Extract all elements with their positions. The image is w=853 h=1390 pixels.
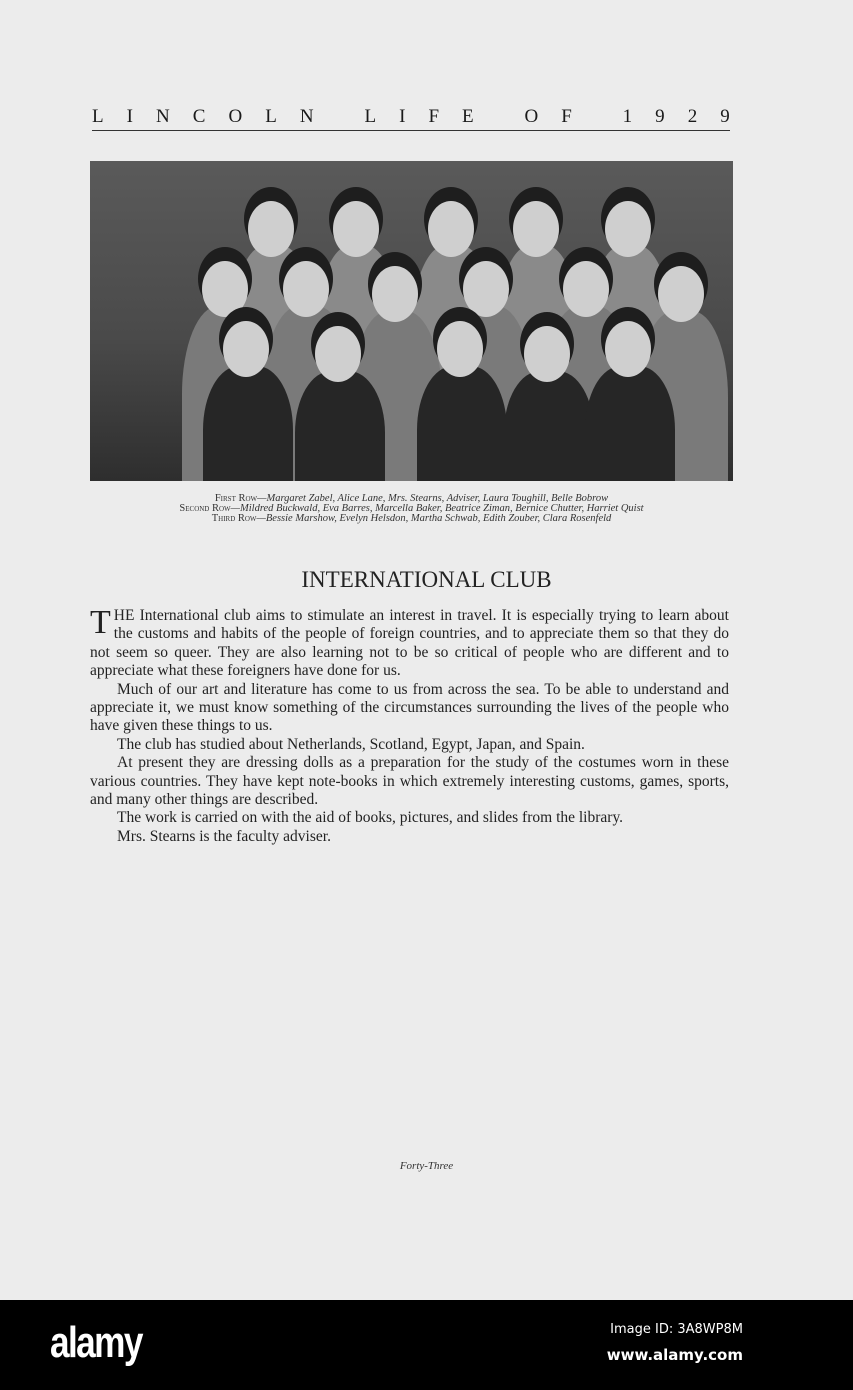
header-letter: 2 — [687, 106, 698, 127]
row-label: Third Row — [211, 513, 257, 524]
person-face — [658, 266, 704, 322]
running-header — [92, 106, 730, 131]
person-face — [605, 201, 651, 257]
person-face — [428, 201, 474, 257]
paragraph: At present they are dressing dolls as a preparation for the study of the costumes worn in these various countries. They have kept note-books in which extremely interesting customs, games, sports, and many other things are described. — [90, 754, 729, 809]
paragraph: The club has studied about Netherlands, Scotland, Egypt, Japan, and Spain. — [117, 735, 585, 753]
header-letter — [497, 106, 502, 128]
header-letter: I — [399, 106, 406, 127]
person-body — [203, 366, 293, 481]
paragraph-text: HE International club aims to stimulate an interest in travel. It is especially trying to learn about the customs and habits of the people of foreign countries, and to appreciate them so that they do not seem so queer. They are also learning not to be so critical of people who are different and to appreciate what these foreigners have done for us. — [90, 607, 729, 680]
person-face — [283, 261, 329, 317]
header-letter: N — [299, 106, 314, 127]
header-letter — [595, 106, 600, 128]
drop-cap: T — [90, 604, 111, 641]
person-face — [563, 261, 609, 317]
row-names: —Margaret Zabel, Alice Lane, Mrs. Stearns, Adviser, Laura Toughill, Belle Bobrow — [257, 493, 609, 504]
person-face — [524, 326, 570, 382]
watermark-bar — [0, 1300, 853, 1390]
person-face — [605, 321, 651, 377]
person-face — [333, 201, 379, 257]
paragraph: The work is carried on with the aid of books, pictures, and slides from the library. — [117, 809, 624, 827]
person-face — [315, 326, 361, 382]
person-face — [372, 266, 418, 322]
person-face — [513, 201, 559, 257]
person-body — [295, 371, 385, 481]
paragraph: Mrs. Stearns is the faculty adviser. — [117, 827, 331, 845]
header-letter: 9 — [655, 106, 665, 127]
image-id: Image ID: 3A8WP8M — [610, 1322, 743, 1337]
header-letter: O — [228, 106, 243, 127]
person-face — [248, 201, 294, 257]
header-letter: O — [524, 106, 539, 127]
header-letter: N — [156, 106, 170, 127]
person-face — [437, 321, 483, 377]
row-names: —Bessie Marshow, Evelyn Helsdon, Martha Schwab, Edith Zouber, Clara Rosenfeld — [256, 513, 612, 524]
header-letter: L — [265, 106, 277, 127]
header-letter: F — [561, 106, 572, 127]
header-letter: L — [92, 106, 104, 127]
person-face — [202, 261, 248, 317]
article-body — [90, 604, 729, 846]
paragraph: Much of our art and literature has come to us from across the sea. To be able to understand and appreciate it, we must know something of the circumstances surrounding the lives of the people who have given these things to us. — [90, 680, 729, 735]
watermark-url[interactable]: www.alamy.com — [606, 1346, 743, 1364]
caption-row-3 — [90, 514, 733, 524]
header-letter: F — [428, 106, 440, 127]
row-label: Second Row — [179, 503, 231, 514]
header-letter — [337, 106, 342, 128]
header-letter: 9 — [720, 106, 730, 127]
row-names: —Mildred Buckwald, Eva Barres, Marcella Baker, Beatrice Ziman, Bernice Chutter, Harriet Quist — [230, 503, 644, 514]
person-body — [504, 371, 594, 481]
alamy-logo: alamy — [50, 1318, 142, 1367]
header-letter: E — [462, 106, 474, 127]
header-letter: C — [192, 106, 206, 127]
header-letter: 1 — [622, 106, 633, 127]
article-title: INTERNATIONAL CLUB — [301, 567, 552, 592]
photo-caption — [90, 494, 733, 524]
person-face — [463, 261, 509, 317]
row-label: First Row — [214, 493, 258, 504]
header-letter: I — [126, 106, 133, 127]
person-body — [585, 366, 675, 481]
person-body — [417, 366, 507, 481]
person-face — [223, 321, 269, 377]
paragraph — [90, 604, 729, 681]
page-number: Forty-Three — [399, 1160, 454, 1172]
group-photo — [90, 161, 733, 481]
header-letter: L — [364, 106, 377, 127]
